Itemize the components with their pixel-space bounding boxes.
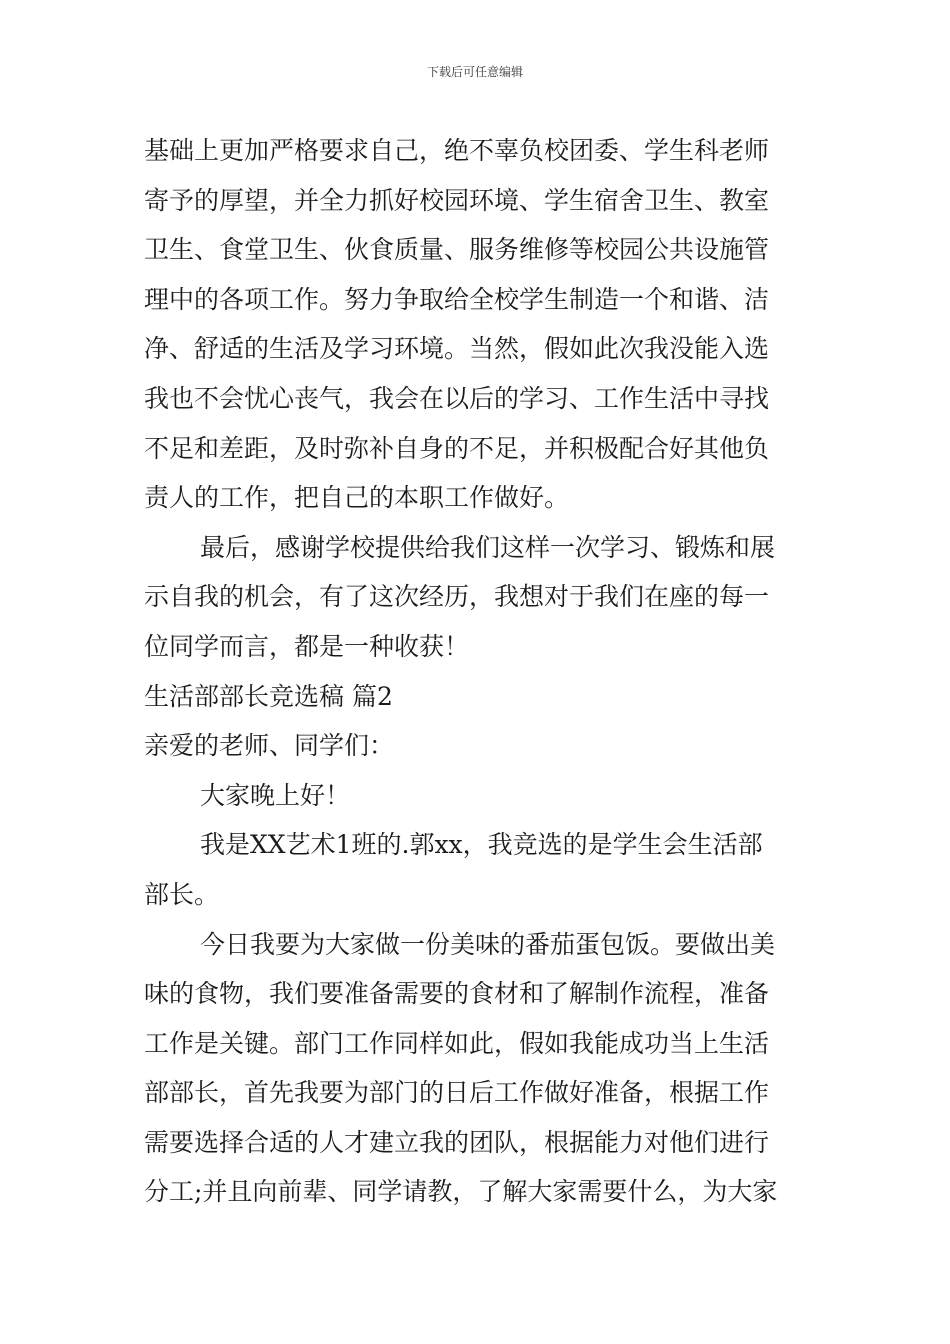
paragraph-start-line: 我是XX艺术1班的.郭xx，我竞选的是学生会生活部 <box>200 830 763 860</box>
text-line: 味的食物，我们要准备需要的食材和了解制作流程，准备 <box>144 979 770 1009</box>
text-line: 卫生、食堂卫生、伙食质量、服务维修等校园公共设施管 <box>144 235 770 265</box>
text-line: 示自我的机会，有了这次经历，我想对于我们在座的每一 <box>144 582 770 612</box>
text-line: 净、舒适的生活及学习环境。当然，假如此次我没能入选 <box>144 334 770 364</box>
text-line: 责人的工作，把自己的本职工作做好。 <box>144 483 570 513</box>
paragraph-start-line: 今日我要为大家做一份美味的番茄蛋包饭。要做出美 <box>200 929 776 959</box>
greeting: 大家晚上好！ <box>200 780 351 810</box>
text-line: 不足和差距，及时弥补自身的不足，并积极配合好其他负 <box>144 433 770 463</box>
text-line: 需要选择合适的人才建立我的团队，根据能力对他们进行 <box>144 1127 770 1157</box>
text-line: 部长。 <box>144 879 220 909</box>
paragraph-start-line: 最后，感谢学校提供给我们这样一次学习、锻炼和展 <box>200 532 776 562</box>
page-header: 下载后可任意编辑 <box>426 65 523 79</box>
text-line: 寄予的厚望，并全力抓好校园环境、学生宿舍卫生、教室 <box>144 185 770 215</box>
section-title: 生活部部长竞选稿 篇2 <box>144 681 393 711</box>
text-line: 工作是关键。部门工作同样如此，假如我能成功当上生活 <box>144 1028 770 1058</box>
text-line: 我也不会忧心丧气，我会在以后的学习、工作生活中寻找 <box>144 383 770 413</box>
text-line: 部部长，首先我要为部门的日后工作做好准备，根据工作 <box>144 1078 770 1108</box>
text-line: 理中的各项工作。努力争取给全校学生制造一个和谐、洁 <box>144 284 770 314</box>
document-body <box>144 126 809 1217</box>
text-line: 基础上更加严格要求自己，绝不辜负校团委、学生科老师 <box>144 136 770 165</box>
text-line: 分工;并且向前辈、同学请教，了解大家需要什么，为大家 <box>144 1177 778 1207</box>
text-line: 位同学而言，都是一种收获！ <box>144 631 470 661</box>
salutation: 亲爱的老师、同学们： <box>144 731 395 761</box>
